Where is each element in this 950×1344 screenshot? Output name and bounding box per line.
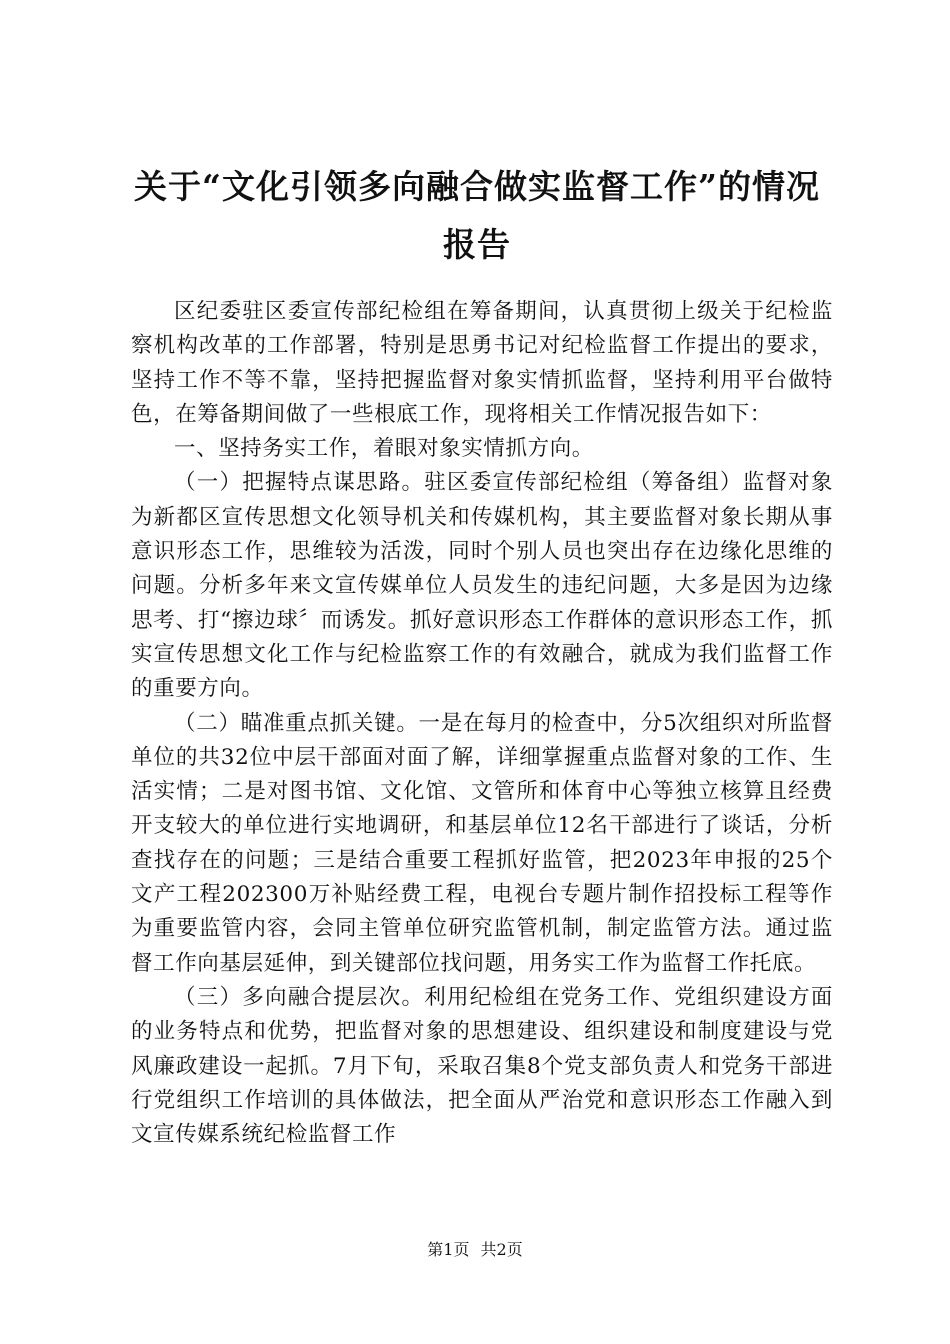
section-heading-1: 一、坚持务实工作，着眼对象实情抓方向。 — [174, 436, 594, 462]
subsection-paragraph-3: （三）多向融合提层次。利用纪检组在党务工作、党组织建设方面的业务特点和优势，把监督对象的思想建设、组织建设和制度建设与党风廉政建设一起抓。7月下旬，采取召集8个党支部负责人和党务干部进行党组织工作培训的具体做法，把全面从严治党和意识形态工作融入到文宣传媒系统纪检监督工作 — [131, 984, 833, 1148]
page-number-total: 共2页 — [480, 1240, 523, 1259]
subsection-paragraph-2: （二）瞄准重点抓关键。一是在每月的检查中，分5次组织对所监督单位的共32位中层干部面对面了解，详细掌握重点监督对象的工作、生活实情；二是对图书馆、文化馆、文管所和体育中心等独立核算且经费开支较大的单位进行实地调研，和基层单位12名干部进行了谈话，分析查找存在的问题；三是结合重要工程抓好监管，把2023年申报的25个文产工程202300万补贴经费工程，电视台专题片制作招投标工程等作为重要监管内容，会同主管单位研究监管机制，制定监管方法。通过监督工作向基层延伸，到关键部位找问题，用务实工作为监督工作托底。 — [131, 710, 833, 976]
document-body — [131, 295, 833, 1152]
document-title: 关于“文化引领多向融合做实监督工作”的情况报告 — [134, 167, 820, 264]
subsection-paragraph-1: （一）把握特点谋思路。驻区委宣传部纪检组（筹备组）监督对象为新都区宣传思想文化领导机关和传媒机构，其主要监督对象长期从事意识形态工作，思维较为活泼，同时个别人员也突出存在边缘化思维的问题。分析多年来文宣传媒单位人员发生的违纪问题，大多是因为边缘思考、打“擦边球〞而诱发。抓好意识形态工作群体的意识形态工作，抓实宣传思想文化工作与纪检监察工作的有效融合，就成为我们监督工作的重要方向。 — [131, 470, 833, 702]
page-number-current: 第1页 — [427, 1240, 470, 1259]
page-footer — [0, 1240, 950, 1260]
intro-paragraph: 区纪委驻区委宣传部纪检组在筹备期间，认真贯彻上级关于纪检监察机构改革的工作部署，特别是思勇书记对纪检监督工作提出的要求，坚持工作不等不靠，坚持把握监督对象实情抓监督，坚持利用平台做特色，在筹备期间做了一些根底工作，现将相关工作情况报告如下： — [131, 299, 833, 427]
